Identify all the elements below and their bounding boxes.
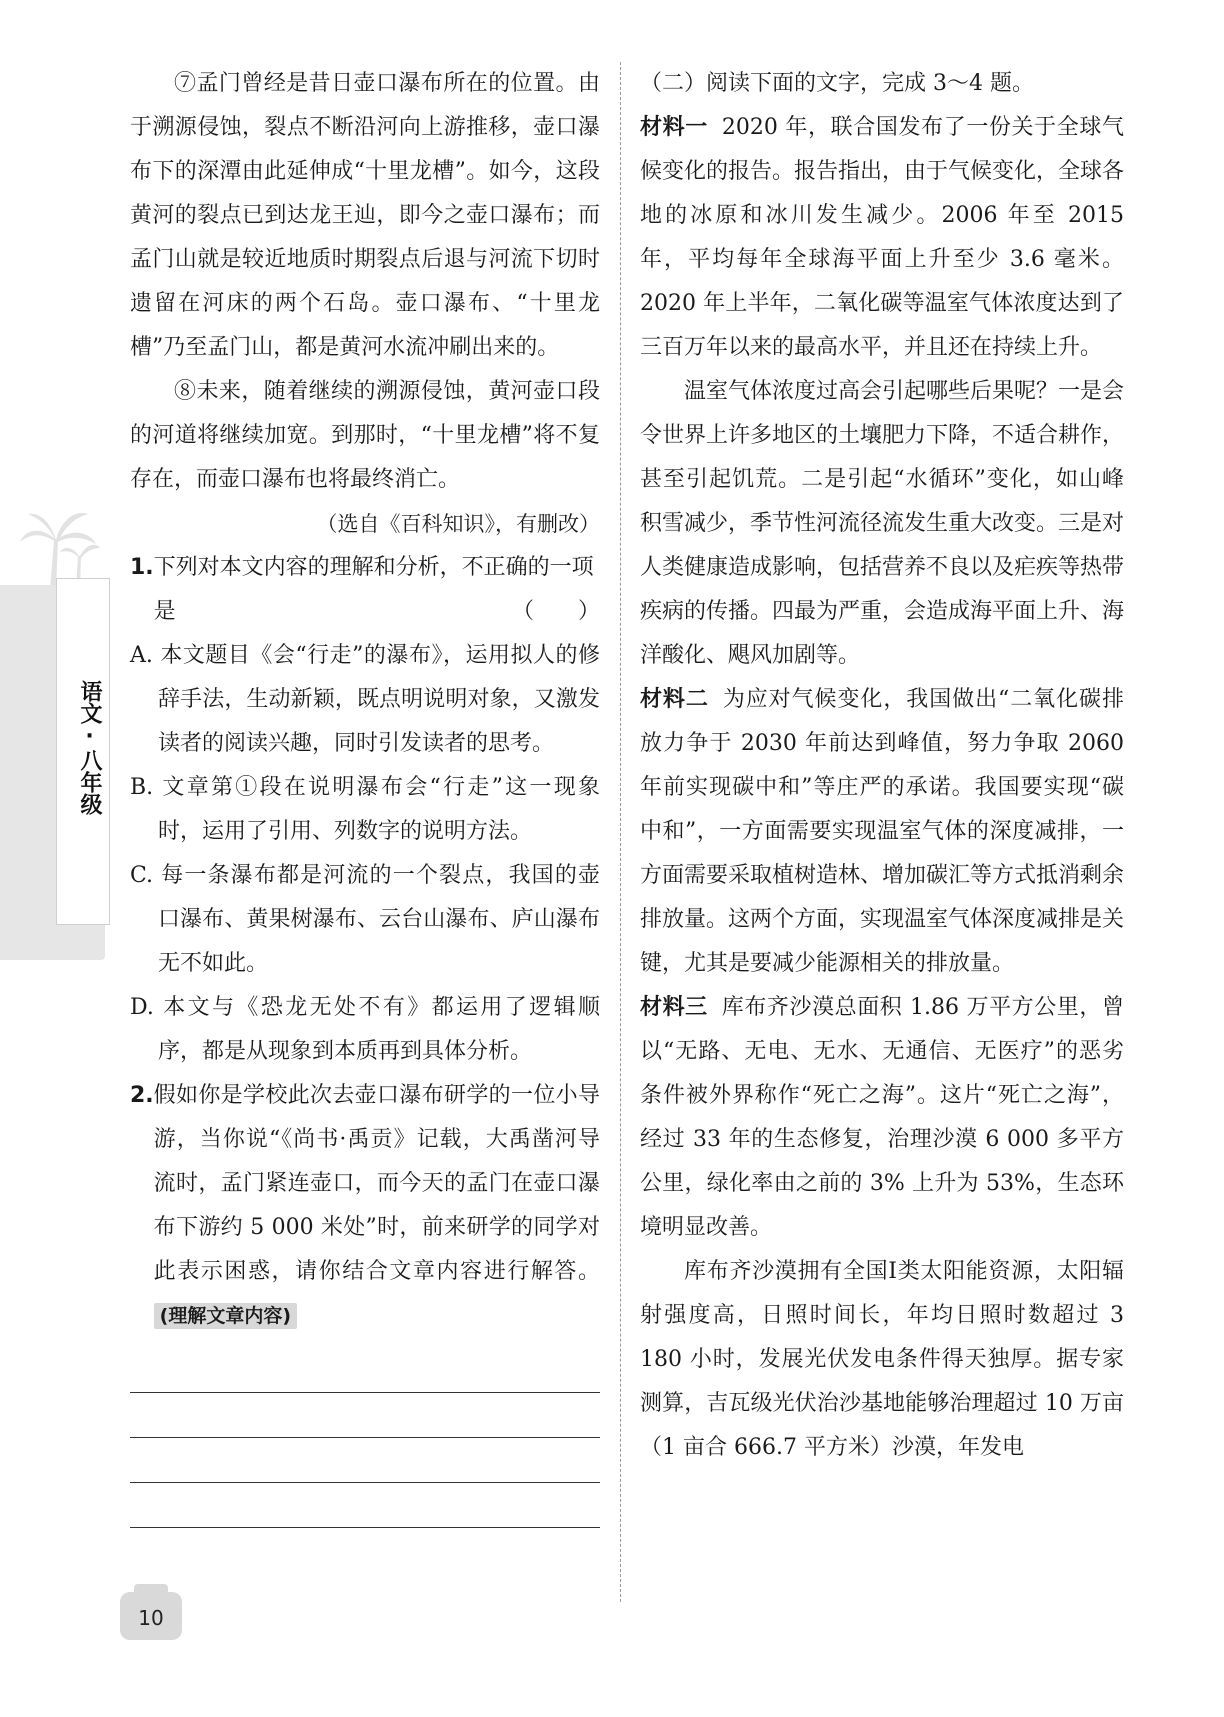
question-2-stem: 假如你是学校此次去壶口瀑布研学的一位小导游，当你说“《尚书·禹贡》记载，大禹凿河导流时，孟门紧连壶口，而今天的孟门在壶口瀑布下游约 5 000 米处”时，前来研学的同学对此表示困惑，请你结合文章内容进行解答。(理解文章内容): [153, 1083, 600, 1327]
option-a: A. 本文题目《会“行走”的瀑布》，运用拟人的修辞手法，生动新颖，既点明说明对象，又激发读者的阅读兴趣，同时引发读者的思考。: [130, 643, 600, 756]
material-3-paragraph-2: 库布齐沙漠拥有全国Ⅰ类太阳能资源，太阳辐射强度高，日照时间长，年均日照时数超过 3 180 小时，发展光伏发电条件得天独厚。据专家测算，吉瓦级光伏治沙基地能够治理超过 10 万亩（1 亩合 666.7 平方米）沙漠，年发电: [640, 1259, 1124, 1460]
question-1-number: 1.: [130, 555, 154, 580]
source-note: （选自《百科知识》，有删改）: [316, 512, 600, 536]
material-1-label: 材料一: [640, 115, 708, 140]
skill-tag: (理解文章内容): [154, 1303, 297, 1329]
material-3: 材料三 库布齐沙漠总面积 1.86 万平方公里，曾以“无路、无电、无水、无通信、无医疗”的恶劣条件被外界称作“死亡之海”。这片“死亡之海”，经过 33 年的生态修复，治理沙漠 6 000 多平方公里，绿化率由之前的 3% 上升为 53%，生态环境明显改善。: [640, 995, 1124, 1240]
paragraph-8: ⑧未来，随着继续的溯源侵蚀，黄河壶口段的河道将继续加宽。到那时，“十里龙槽”将不复存在，而壶口瀑布也将最终消亡。: [130, 379, 600, 492]
option-d: D. 本文与《恐龙无处不有》都运用了逻辑顺序，都是从现象到本质再到具体分析。: [130, 995, 600, 1064]
answer-line[interactable]: [130, 1483, 600, 1528]
answer-parentheses[interactable]: （ ）: [511, 599, 600, 624]
column-divider: [620, 62, 621, 1602]
question-2-number: 2.: [130, 1083, 154, 1108]
material-1-paragraph-2: 温室气体浓度过高会引起哪些后果呢？一是会令世界上许多地区的土壤肥力下降，不适合耕作，甚至引起饥荒。二是引起“水循环”变化，如山峰积雪减少，季节性河流径流发生重大改变。三是对人类健康造成影响，包括营养不良以及疟疾等热带疾病的传播。四最为严重，会造成海平面上升、海洋酸化、飓风加剧等。: [640, 379, 1125, 668]
palm-tree-icon: [20, 500, 100, 590]
answer-line[interactable]: [130, 1438, 600, 1483]
material-2-label: 材料二: [640, 687, 709, 712]
question-1: [130, 546, 600, 634]
material-3-label: 材料三: [640, 995, 708, 1020]
material-1: 材料一 2020 年，联合国发布了一份关于全球气候变化的报告。报告指出，由于气候变化，全球各地的冰原和冰川发生减少。2006 年至 2015 年，平均每年全球海平面上升至少 3.6 毫米。2020 年上半年，二氧化碳等温室气体浓度达到了三百万年以来的最高水平，并且还在持续上升。: [640, 115, 1125, 360]
right-column: [640, 62, 1124, 1470]
left-column: [130, 62, 600, 1528]
option-b: B. 文章第①段在说明瀑布会“行走”这一现象时，运用了引用、列数字的说明方法。: [130, 775, 600, 844]
question-2: [130, 1074, 600, 1338]
paragraph-7: ⑦孟门曾经是昔日壶口瀑布所在的位置。由于溯源侵蚀，裂点不断沿河向上游推移，壶口瀑布下的深潭由此延伸成“十里龙槽”。如今，这段黄河的裂点已到达龙王辿，即今之壶口瀑布；而孟门山就是较近地质时期裂点后退与河流下切时遗留在河床的两个石岛。壶口瀑布、“十里龙槽”乃至孟门山，都是黄河水流冲刷出来的。: [130, 71, 600, 360]
section-heading: （二）阅读下面的文字，完成 3～4 题。: [640, 71, 1034, 96]
material-2: 材料二 为应对气候变化，我国做出“二氧化碳排放力争于 2030 年前达到峰值，努力争取 2060 年前实现碳中和”等庄严的承诺。我国要实现“碳中和”，一方面需要实现温室气体的深度减排，一方面需要采取植树造林、增加碳汇等方式抵消剩余排放量。这两个方面，实现温室气体深度减排是关键，尤其是要减少能源相关的排放量。: [640, 687, 1125, 976]
option-c: C. 每一条瀑布都是河流的一个裂点，我国的壶口瀑布、黄果树瀑布、云台山瀑布、庐山瀑布无不如此。: [130, 863, 600, 976]
answer-line[interactable]: [130, 1393, 600, 1438]
sidebar-label: 语文·八年级: [77, 680, 102, 815]
question-1-stem: 下列对本文内容的理解和分析，不正确的一项是 （ ）: [154, 546, 600, 634]
answer-line[interactable]: [130, 1348, 600, 1393]
page-number: 10: [120, 1592, 182, 1640]
